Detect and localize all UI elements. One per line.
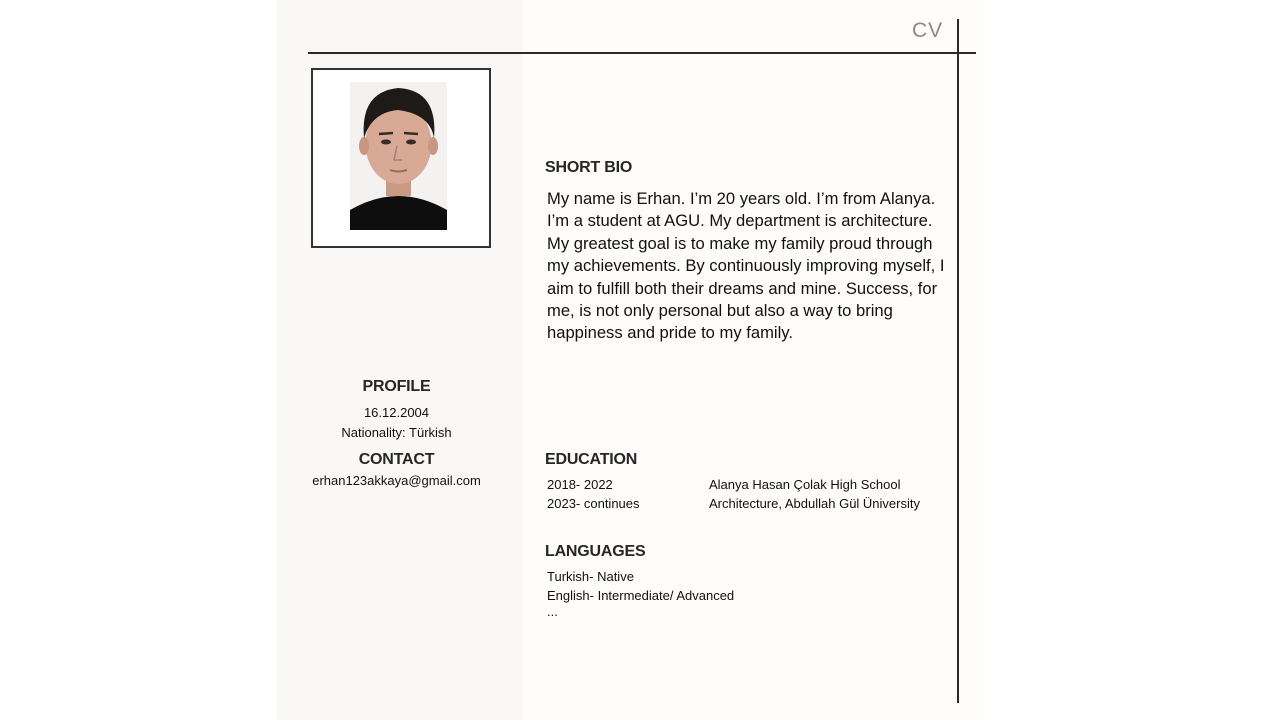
right-vertical-line	[957, 19, 959, 703]
contact-email: erhan123akkaya@gmail.com	[312, 473, 481, 488]
header-divider-line	[308, 52, 976, 54]
birth-date: 16.12.2004	[363, 405, 430, 420]
profile-photo	[350, 82, 447, 230]
language-item: English- Intermediate/ Advanced	[547, 588, 735, 603]
person-portrait-icon	[350, 82, 447, 230]
photo-frame	[311, 68, 491, 248]
languages-heading: LANGUAGES	[545, 543, 646, 560]
education-heading: EDUCATION	[545, 451, 638, 468]
contact-heading: CONTACT	[358, 451, 435, 468]
nationality: Nationality: Türkish	[341, 425, 452, 440]
education-years: 2018- 2022	[547, 477, 613, 492]
profile-heading: PROFILE	[362, 378, 431, 395]
education-years: 2023- continues	[547, 496, 640, 511]
cv-title: CV	[912, 19, 944, 42]
short-bio-text: My name is Erhan. I’m 20 years old. I’m from Alanya. I’m a student at AGU. My department is architecture. My greatest goal is to make my family proud through my achievements. By continuously improving myself, I aim to fulfill both their dreams and mine. Success, for me, is not only personal but also a way to bring happiness and pride to my family.	[547, 189, 945, 343]
education-school: Architecture, Abdullah Gül Üniversity	[709, 496, 920, 511]
short-bio-heading: SHORT BIO	[545, 159, 633, 176]
language-item: Turkish- Native	[547, 569, 634, 584]
language-item: ...	[547, 604, 558, 619]
education-school: Alanya Hasan Çolak High School	[709, 477, 901, 492]
